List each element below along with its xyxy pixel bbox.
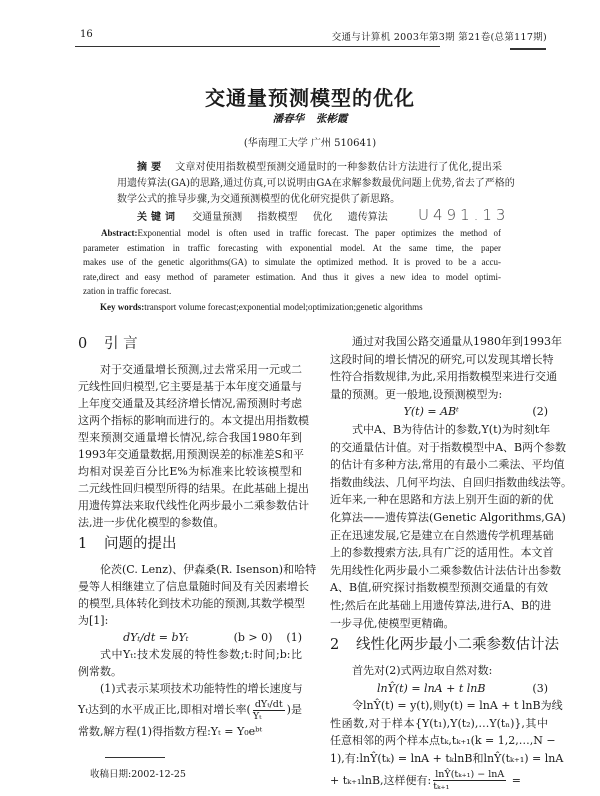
text-line: 式中Yₜ:技术发展的特性参数;t:时间;b:比 (100, 648, 302, 661)
abstract-en-line: zation in traffic forecast. (83, 286, 172, 296)
equation-expression: Y(t) = ABᵗ (403, 405, 459, 419)
text-line (330, 768, 548, 794)
paragraph (330, 697, 564, 793)
keyword: 遗传算法 (347, 212, 388, 223)
section-heading (78, 331, 302, 357)
fraction (253, 699, 285, 722)
right-column (330, 333, 572, 794)
handwritten-classification-mark: U491.13 (418, 206, 510, 224)
text-line: 量的预测。更一般地,设预测模型为: (330, 387, 503, 401)
abstract-en-line: makes use of the genetic algorithms(GA) to simulate the optimized method. It is proved to be a accu- (83, 257, 501, 267)
equation-number: (3) (532, 681, 548, 695)
text-line: 指数曲线法、几何平均法、自回归指数曲线法等。 (330, 475, 572, 489)
keywords-en (100, 301, 423, 313)
footnote-received-date: 收稿日期:2002-12-25 (90, 769, 186, 780)
page-number: 16 (80, 29, 93, 40)
fraction-denominator: tₖ₊₁ (433, 781, 450, 793)
fraction-denominator: Yₜ (252, 710, 262, 722)
abstract-cn-line: 数学公式的推导步骤,为交通预测模型的优化研究提供了新思路。 (117, 194, 401, 205)
keyword: 优化 (312, 212, 333, 223)
text-line: 型来预测交通量增长情况,综合我国1980年到 (78, 431, 302, 444)
text-line: 近年来,一种在思路和方法上别开生面的新的优 (330, 493, 554, 507)
section-title: 问题的提出 (104, 536, 177, 552)
footnote-rule (105, 757, 165, 758)
section-title: 线性化两步最小二乘参数估计法 (356, 637, 559, 654)
abstract-en (83, 226, 501, 299)
text-segment: = (508, 773, 521, 787)
fraction-numerator: lnŶ(tₖ₊₁) − lnA (435, 769, 505, 781)
abstract-en-line: rate,direct and easy method of parameter estimation. And thus it gives a new idea to model optimi- (83, 271, 501, 282)
equation-condition: (b > 0) (233, 631, 273, 644)
paragraph (330, 333, 562, 403)
text-line: 先用线性化两步最小二乘参数估计法估计出参数 (330, 563, 561, 577)
text-line: 式中A、B为待估计的参数,Y(t)为时刻t年 (352, 422, 551, 436)
section-title: 引 言 (104, 336, 138, 352)
paragraph (78, 646, 302, 680)
text-line: 的模型,具体转化到技术功能的预测,其数学模型 (78, 597, 305, 610)
equation (330, 403, 548, 421)
section-heading (330, 632, 559, 658)
text-line (78, 697, 302, 723)
keywords-en-label: Key words: (100, 302, 145, 312)
text-segment: Yₜ达到的水平成正比,即相对增长率( (78, 703, 251, 716)
keywords-cn-label: 关键词 (137, 212, 179, 223)
text-line: 元线性回归模型,它主要是基于本年度交通量与 (78, 380, 302, 393)
abstract-en-text: Exponential model is often used in traffic forecast. The paper optimizes the method of (137, 228, 501, 238)
text-line: 这两个指标的影响而进行的。本文提出用指数模 (78, 414, 309, 427)
keyword: 指数模型 (257, 212, 298, 223)
paragraph (78, 680, 302, 740)
abstract-cn-text: 文章对使用指数模型预测交通量时的一种参数估计方法进行了优化,提出采 (175, 162, 503, 173)
text-line: 性符合指数规律,为此,采用指数模型来进行交通 (330, 370, 557, 384)
text-line: 首先对(2)式两边取自然对数: (352, 664, 493, 678)
text-line: 常数,解方程(1)得指数方程:Yₜ = Y₀eᵇᵗ (78, 725, 263, 738)
keywords-cn (137, 211, 400, 225)
text-line: 用遗传算法来取代线性化两步最小二乘参数估计 (78, 499, 309, 512)
fraction (433, 769, 506, 792)
text-line: 通过对我国公路交通量从1980年到1993年 (352, 335, 562, 348)
text-line: 任意相邻的两个样本点tₖ,tₖ₊₁(k = 1,2,…,N − (330, 734, 556, 748)
text-line: 化算法——遗传算法(Genetic Algorithms,GA) (330, 510, 566, 524)
keyword: 交通量预测 (192, 212, 243, 223)
abstract-en-line (83, 226, 501, 241)
text-segment: + tₖ₊₁lnB,这样便有: (330, 773, 432, 787)
fraction-numerator: dYₜ/dt (254, 698, 283, 710)
section-heading (78, 531, 302, 557)
section-number: 1 (78, 536, 88, 552)
text-line: 伦茨(C. Lenz)、伊森桑(R. Isenson)和哈特 (100, 563, 317, 576)
affiliation: (华南理工大学 广州 510641) (243, 138, 377, 149)
paragraph (78, 361, 309, 531)
text-line: 的估计有多种方法,常用的有最小二乘法、平均值 (330, 458, 565, 472)
text-line: (1)式表示某项技术功能特性的增长速度与 (100, 682, 303, 695)
equation-expression: lnŶ(t) = lnA + t lnB (376, 681, 486, 695)
abstract-en-line: parameter estimation in traffic forecasting with exponential model. At the same time, the paper (83, 242, 501, 253)
text-line: 1993年交通量数据,用预测误差的标准差S和平 (78, 448, 305, 461)
paragraph (330, 421, 572, 632)
abstract-cn-line: 用遗传算法(GA)的思路,通过仿真,可以说明由GA在求解参数最优问题上优势,省去了严格的 (117, 178, 515, 189)
paper-title: 交通量预测模型的优化 (205, 86, 415, 110)
text-line: 上年度交通量及其经济增长情况,需预测时考虑 (78, 397, 302, 410)
text-line: 正在迅速发展,它是建立在自然遗传学机理基础 (330, 528, 554, 542)
section-number: 0 (78, 336, 88, 352)
text-line: 这段时间的增长情况的研究,可以发现其增长特 (330, 352, 554, 366)
authors: 潘春华 张彬霞 (272, 113, 348, 125)
text-line: 令lnŶ(t) = y(t),则y(t) = lnA + t lnB为线 (352, 699, 563, 713)
text-line: 二元线性回归模型所得的结果。在此基础上提出 (78, 482, 309, 495)
text-line: 法,进一步优化模型的参数值。 (78, 516, 225, 529)
text-line: 例常数。 (78, 665, 122, 678)
text-line: 曼等人相继建立了信息量随时间及有关因素增长 (78, 580, 309, 593)
text-line: 对于交通量增长预测,过去常采用一元或二 (100, 363, 302, 376)
equation (330, 680, 548, 698)
text-line: 均相对误差百分比E%为标准来比较该模型和 (78, 465, 302, 478)
text-line: A、B值,研究探讨指数模型预测交通量的有效 (330, 581, 548, 595)
keywords-en-text: transport volume forecast;exponential model;optimization;genetic algorithms (144, 302, 423, 312)
equation-expression: dYₜ/dt = bYₜ (123, 631, 189, 644)
abstract-en-label: Abstract: (101, 228, 138, 238)
abstract-cn-line (117, 160, 502, 176)
text-line: 的交通量估计值。对于指数模型中A、B两个参数 (330, 440, 567, 454)
text-line: 上的参数搜索方法,具有广泛的适用性。本文首 (330, 546, 554, 560)
paragraph (78, 561, 317, 629)
header-rule-short (510, 48, 546, 50)
text-line: 性;然后在此基础上用遗传算法,进行A、B的进 (330, 598, 552, 612)
text-line: 一步寻优,使模型更精确。 (330, 616, 455, 630)
abstract-cn (117, 160, 515, 208)
journal-header: 交通与计算机 2003年第3期 第21卷(总第117期) (331, 32, 547, 43)
text-line: 为[1]: (78, 614, 109, 627)
header-rule (75, 46, 440, 47)
text-line: 性函数,对于样本{Y(t₁),Y(t₂),…Y(tₙ)},其中 (330, 716, 548, 730)
text-segment: )是 (286, 703, 302, 716)
section-number: 2 (330, 637, 340, 654)
equation-number: (1) (286, 631, 302, 644)
equation-number: (2) (532, 405, 548, 419)
paragraph (330, 662, 548, 680)
equation (78, 629, 302, 646)
abstract-cn-label: 摘要 (137, 162, 166, 173)
text-line: 1),有:lnŶ(tₖ) = lnA + tₖlnB和lnŶ(tₖ₊₁) = lnA (330, 752, 564, 766)
left-column (78, 331, 317, 740)
